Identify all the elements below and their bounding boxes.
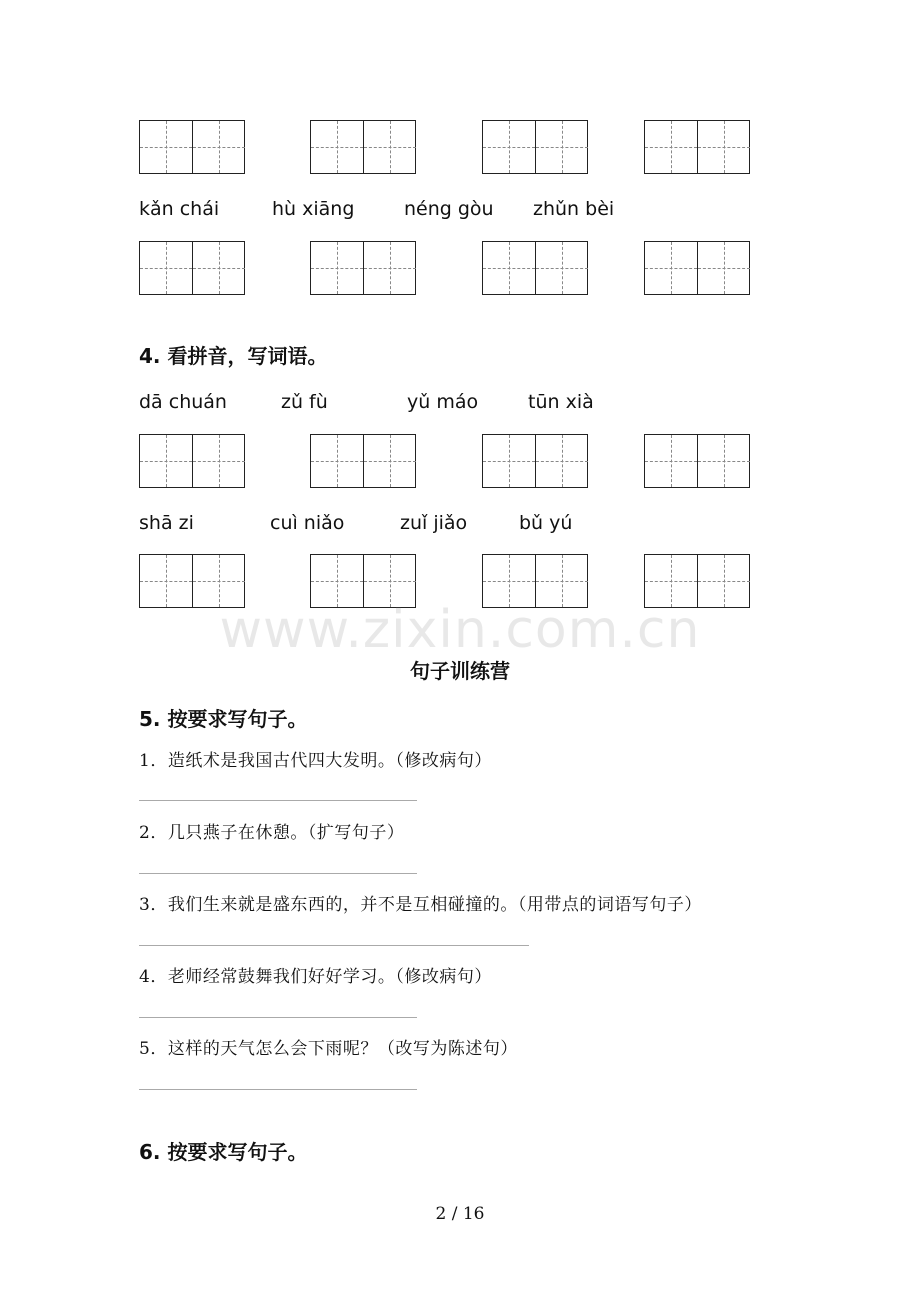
tianzige-box[interactable] — [644, 241, 750, 295]
tianzige-box[interactable] — [482, 120, 588, 174]
pinyin-word: zǔ fù — [281, 391, 328, 413]
tianzige-row-1 — [139, 120, 753, 176]
sentence-camp-title: 句子训练营 — [410, 659, 510, 683]
tianzige-box[interactable] — [139, 434, 245, 488]
answer-line[interactable] — [139, 873, 417, 874]
pinyin-word: néng gòu — [404, 198, 494, 220]
tianzige-box[interactable] — [644, 120, 750, 174]
pinyin-word: zuǐ jiǎo — [400, 512, 468, 534]
tianzige-box[interactable] — [139, 241, 245, 295]
tianzige-box[interactable] — [644, 434, 750, 488]
tianzige-box[interactable] — [139, 120, 245, 174]
tianzige-box[interactable] — [310, 241, 416, 295]
pinyin-word: hù xiāng — [272, 198, 355, 220]
tianzige-box[interactable] — [310, 120, 416, 174]
tianzige-row-3 — [139, 434, 753, 490]
question-3: 3．我们生来就是盛东西的，并不是互相碰撞的。（用带点的词语写句子） — [139, 895, 702, 915]
section-5-heading: 5. 按要求写句子。 — [139, 707, 308, 731]
pinyin-word: bǔ yú — [519, 512, 573, 534]
tianzige-box[interactable] — [310, 434, 416, 488]
pinyin-word: dā chuán — [139, 391, 227, 413]
section-6-heading: 6. 按要求写句子。 — [139, 1140, 308, 1164]
pinyin-row — [139, 512, 753, 536]
watermark: www.zixin.com.cn — [219, 600, 701, 660]
question-4: 4．老师经常鼓舞我们好好学习。（修改病句） — [139, 967, 492, 987]
question-5: 5．这样的天气怎么会下雨呢？（改写为陈述句） — [139, 1039, 518, 1059]
tianzige-box[interactable] — [482, 434, 588, 488]
section-4-heading: 4. 看拼音，写词语。 — [139, 344, 328, 368]
pinyin-word: kǎn chái — [139, 198, 220, 220]
answer-line[interactable] — [139, 1089, 417, 1090]
page-number: 2 / 16 — [435, 1204, 485, 1224]
pinyin-word: tūn xià — [528, 391, 594, 413]
pinyin-word: shā zi — [139, 512, 194, 534]
pinyin-word: zhǔn bèi — [533, 198, 615, 220]
answer-line[interactable] — [139, 800, 417, 801]
answer-line[interactable] — [139, 945, 529, 946]
question-2: 2．几只燕子在休憩。（扩写句子） — [139, 823, 405, 843]
tianzige-box[interactable] — [482, 241, 588, 295]
tianzige-row-2 — [139, 241, 753, 297]
pinyin-word: cuì niǎo — [270, 512, 345, 534]
answer-line[interactable] — [139, 1017, 417, 1018]
pinyin-row — [139, 198, 753, 222]
pinyin-row — [139, 391, 753, 415]
pinyin-word: yǔ máo — [407, 391, 479, 413]
question-1: 1．造纸术是我国古代四大发明。（修改病句） — [139, 751, 492, 771]
